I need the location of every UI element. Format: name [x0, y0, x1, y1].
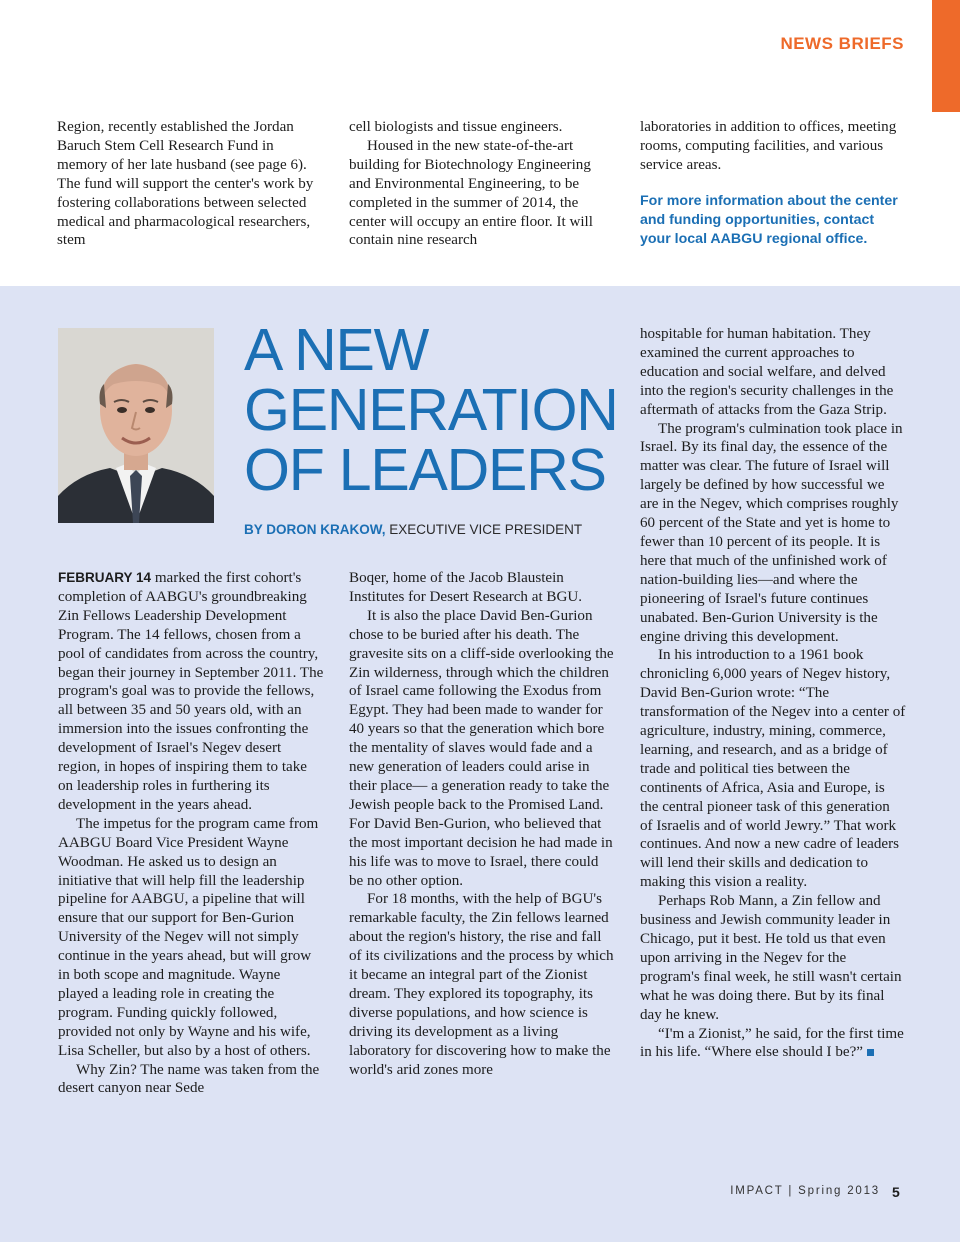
brief-paragraph: Housed in the new state-of-the-art building for Biotechnology Engineering and Environmental Engineering, to be completed in the summer of 2014, the center will occupy an entire floor. It will contain nine research	[349, 137, 593, 249]
article-paragraph: Boqer, home of the Jacob Blaustein Institutes for Desert Research at BGU.	[349, 570, 583, 605]
brief-paragraph: Region, recently established the Jordan Baruch Stem Cell Research Fund in memory of her late husband (see page 6). The fund will support the center's work by fostering collaborations between selected medical and pharmacological researchers, stem	[57, 119, 314, 249]
article-column-3	[640, 325, 906, 1062]
article-paragraph: In his introduction to a 1961 book chronicling 6,000 years of Negev history, David Ben-Gurion wrote: “The transformation of the Negev into a center of agriculture, industry, mining, commerce, learning, and research, and as a bridge of trade and political ties between the continents of Africa, Asia and Europe, is the central pioneer task of this generation of Israelis and of world Jewry.” That work continues. And now a new cadre of leaders will lend their skills and dedication to making this vision a reality.	[640, 647, 906, 891]
brief-column-2	[349, 118, 615, 250]
byline	[244, 522, 582, 537]
headline-line: OF LEADERS	[244, 437, 606, 503]
article-paragraph: It is also the place David Ben-Gurion chose to be buried after his death. The gravesite sits on a cliff-side overlooking the Zin wilderness, through which the children of Israel came following the Exodus from Egypt. They had been made to wander for 40 years so that the generation which bore the mentality of slaves would fade and a new generation of leaders could arise in their place— a generation ready to take the Jewish people back to the Promised Land. For David Ben-Gurion, who believed that the most important decision he had made in his life was to move to Israel, there could be no other option.	[349, 607, 614, 889]
brief-paragraph: cell biologists and tissue engineers.	[349, 119, 563, 135]
article-paragraph: FEBRUARY 14 marked the first cohort's completion of AABGU's groundbreaking Zin Fellows Leadership Development Program. The 14 fellows, chosen from a pool of candidates from across the country, began their journey in September 2011. The program's goal was to provide the fellows, all between 35 and 50 years old, with an immersion into the issues confronting the development of Israel's Negev desert region, in hopes of inspiring them to take on leadership roles in furthering its development in the years ahead.	[58, 570, 324, 813]
headline-line: A NEW	[244, 317, 429, 383]
section-color-tab	[932, 0, 960, 112]
publication-footer: IMPACT | Spring 2013	[730, 1185, 880, 1197]
article-paragraph: hospitable for human habitation. They examined the current approaches to education and social welfare, and delved into the region's security challenges in the aftermath of attacks from the Gaza Strip.	[640, 326, 894, 418]
contact-info: For more information about the center and funding opportunities, contact your local AABGU regional office.	[640, 192, 898, 247]
section-label: NEWS BRIEFS	[780, 34, 904, 53]
headline-line: GENERATION	[244, 377, 618, 443]
byline-title: EXECUTIVE VICE PRESIDENT	[389, 522, 583, 537]
article-paragraph: The program's culmination took place in Israel. By its final day, the essence of the matter was clear. The future of Israel will largely be defined by how successful we are in the Negev, which comprises roughly 60 percent of the State and yet is home to fewer than 10 percent of its people. It is here that much of the unfinished work of nation-building lies—and where the pioneering of Israel's future continues unabated. Ben-Gurion University is the engine driving this development.	[640, 420, 903, 645]
article-paragraph: Perhaps Rob Mann, a Zin fellow and business and Jewish community leader in Chicago, put it best. He told us that even upon arriving in the Negev for the program's final week, he still wasn't certain what he was doing there. But by its final day he knew.	[640, 893, 902, 1023]
article-paragraph: “I'm a Zionist,” he said, for the first time in his life. “Where else should I be?”	[640, 1025, 904, 1061]
end-mark-icon	[867, 1049, 874, 1056]
feature-headline	[244, 317, 618, 503]
byline-author: BY DORON KRAKOW,	[244, 522, 386, 537]
page-number: 5	[892, 1184, 900, 1200]
brief-column-1	[57, 118, 323, 250]
lead-in: FEBRUARY 14	[58, 570, 152, 585]
portrait-illustration	[58, 328, 214, 523]
article-paragraph: Why Zin? The name was taken from the desert canyon near Sede	[58, 1061, 320, 1097]
article-paragraph: The impetus for the program came from AABGU Board Vice President Wayne Woodman. He asked us to design an initiative that will help fill the leadership pipeline for AABGU, a pipeline that will ensure that our support for Ben-Gurion University of the Negev will not simply continue in the years ahead, but will grow in both scope and magnitude. Wayne played a leading role in creating the program. Funding quickly followed, provided not only by Wayne and his wife, Lisa Scheller, but also by a host of others.	[58, 815, 319, 1059]
article-paragraph: For 18 months, with the help of BGU's remarkable faculty, the Zin fellows learned about the region's history, the rise and fall of its civilizations and the process by which it became an integral part of the Zionist dream. They explored its topography, its diverse populations, and how science is driving its development as a living laboratory for discovering how to make the world's arid zones more	[349, 891, 614, 1078]
article-column-2	[349, 569, 615, 1079]
article-column-1	[58, 569, 324, 1098]
brief-column-3	[640, 118, 906, 249]
author-photo	[58, 328, 214, 523]
brief-paragraph: laboratories in addition to offices, meeting rooms, computing facilities, and various service areas.	[640, 119, 897, 173]
